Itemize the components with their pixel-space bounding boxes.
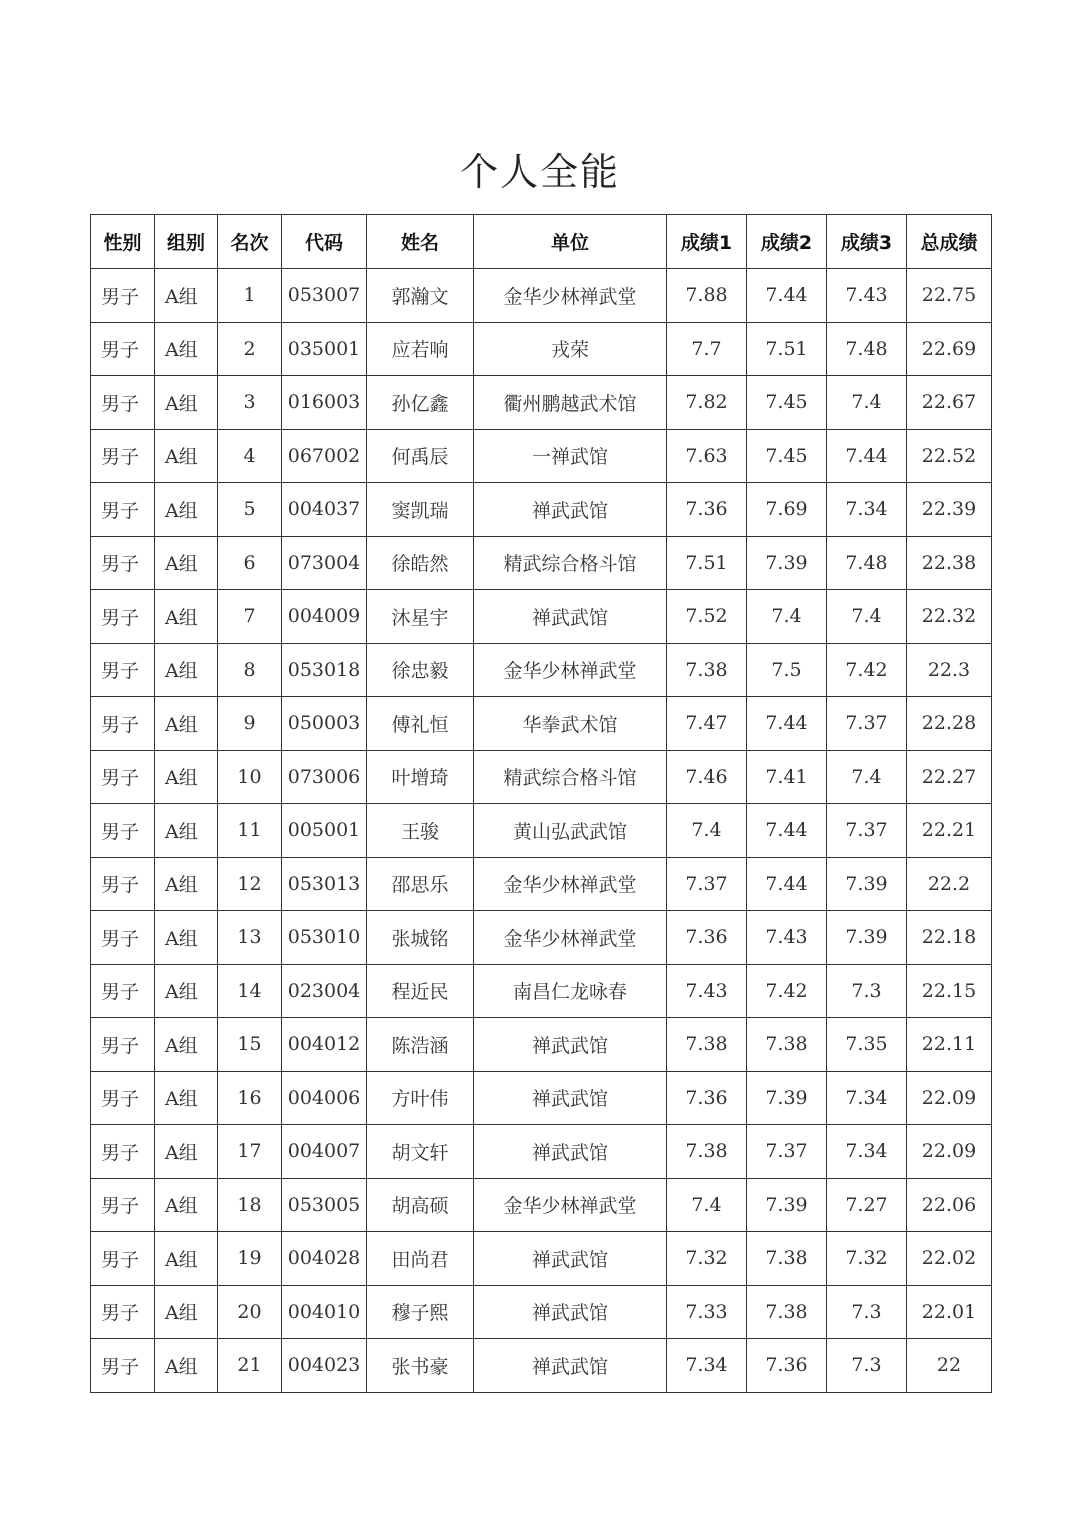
cell-total-score: 22.38 <box>907 536 992 590</box>
table-row <box>91 536 992 590</box>
cell-score-3: 7.4 <box>827 750 907 804</box>
cell-score-2: 7.41 <box>747 750 827 804</box>
cell-total-score: 22.75 <box>907 269 992 323</box>
cell-score-3: 7.32 <box>827 1232 907 1286</box>
cell-total-score: 22.67 <box>907 376 992 430</box>
cell-name: 孙亿鑫 <box>367 376 474 430</box>
cell-score-1: 7.32 <box>667 1232 747 1286</box>
cell-score-2: 7.39 <box>747 1071 827 1125</box>
cell-score-1: 7.52 <box>667 590 747 644</box>
cell-score-1: 7.51 <box>667 536 747 590</box>
cell-code: 050003 <box>282 697 367 751</box>
cell-score-3: 7.37 <box>827 697 907 751</box>
cell-score-3: 7.35 <box>827 1018 907 1072</box>
cell-rank: 7 <box>218 590 282 644</box>
cell-group: A组 <box>155 1071 218 1125</box>
cell-score-3: 7.39 <box>827 911 907 965</box>
cell-group: A组 <box>155 1339 218 1393</box>
cell-code: 067002 <box>282 429 367 483</box>
cell-gender: 男子 <box>91 376 155 430</box>
cell-score-1: 7.4 <box>667 804 747 858</box>
cell-rank: 14 <box>218 964 282 1018</box>
cell-score-2: 7.36 <box>747 1339 827 1393</box>
cell-score-3: 7.3 <box>827 1339 907 1393</box>
cell-gender: 男子 <box>91 804 155 858</box>
cell-score-2: 7.51 <box>747 322 827 376</box>
table-row <box>91 857 992 911</box>
cell-score-3: 7.37 <box>827 804 907 858</box>
cell-score-3: 7.39 <box>827 857 907 911</box>
cell-name: 陈浩涵 <box>367 1018 474 1072</box>
table-row <box>91 429 992 483</box>
cell-rank: 4 <box>218 429 282 483</box>
cell-score-3: 7.4 <box>827 590 907 644</box>
cell-name: 徐皓然 <box>367 536 474 590</box>
cell-gender: 男子 <box>91 429 155 483</box>
cell-score-1: 7.38 <box>667 643 747 697</box>
cell-unit: 精武综合格斗馆 <box>474 750 667 804</box>
cell-total-score: 22.2 <box>907 857 992 911</box>
cell-gender: 男子 <box>91 911 155 965</box>
cell-gender: 男子 <box>91 483 155 537</box>
cell-code: 023004 <box>282 964 367 1018</box>
cell-score-3: 7.3 <box>827 1285 907 1339</box>
cell-gender: 男子 <box>91 1018 155 1072</box>
cell-gender: 男子 <box>91 1285 155 1339</box>
cell-total-score: 22.09 <box>907 1071 992 1125</box>
cell-score-2: 7.44 <box>747 804 827 858</box>
cell-gender: 男子 <box>91 1232 155 1286</box>
cell-unit: 南昌仁龙咏春 <box>474 964 667 1018</box>
cell-unit: 金华少林禅武堂 <box>474 857 667 911</box>
cell-score-3: 7.27 <box>827 1178 907 1232</box>
cell-code: 035001 <box>282 322 367 376</box>
cell-gender: 男子 <box>91 964 155 1018</box>
table-row <box>91 1018 992 1072</box>
cell-name: 穆子熙 <box>367 1285 474 1339</box>
table-row <box>91 911 992 965</box>
cell-name: 徐忠毅 <box>367 643 474 697</box>
cell-unit: 禅武武馆 <box>474 590 667 644</box>
cell-score-1: 7.38 <box>667 1018 747 1072</box>
cell-score-1: 7.36 <box>667 911 747 965</box>
cell-name: 郭瀚文 <box>367 269 474 323</box>
results-table <box>90 214 992 1393</box>
cell-code: 004012 <box>282 1018 367 1072</box>
cell-score-1: 7.43 <box>667 964 747 1018</box>
cell-score-2: 7.38 <box>747 1232 827 1286</box>
table-row <box>91 269 992 323</box>
cell-group: A组 <box>155 643 218 697</box>
table-row <box>91 750 992 804</box>
cell-gender: 男子 <box>91 643 155 697</box>
cell-group: A组 <box>155 1125 218 1179</box>
cell-score-2: 7.44 <box>747 857 827 911</box>
cell-group: A组 <box>155 483 218 537</box>
cell-name: 何禹辰 <box>367 429 474 483</box>
table-row <box>91 322 992 376</box>
cell-unit: 衢州鹏越武术馆 <box>474 376 667 430</box>
cell-gender: 男子 <box>91 269 155 323</box>
cell-gender: 男子 <box>91 1125 155 1179</box>
cell-group: A组 <box>155 590 218 644</box>
cell-total-score: 22.11 <box>907 1018 992 1072</box>
cell-total-score: 22.15 <box>907 964 992 1018</box>
cell-code: 053013 <box>282 857 367 911</box>
cell-total-score: 22.52 <box>907 429 992 483</box>
cell-code: 004010 <box>282 1285 367 1339</box>
cell-unit: 禅武武馆 <box>474 1125 667 1179</box>
cell-total-score: 22.01 <box>907 1285 992 1339</box>
cell-score-3: 7.34 <box>827 483 907 537</box>
cell-group: A组 <box>155 1178 218 1232</box>
cell-score-2: 7.38 <box>747 1018 827 1072</box>
cell-score-3: 7.4 <box>827 376 907 430</box>
cell-group: A组 <box>155 911 218 965</box>
cell-score-1: 7.34 <box>667 1339 747 1393</box>
table-row <box>91 697 992 751</box>
cell-unit: 金华少林禅武堂 <box>474 1178 667 1232</box>
cell-unit: 一禅武馆 <box>474 429 667 483</box>
cell-group: A组 <box>155 750 218 804</box>
cell-name: 沐星宇 <box>367 590 474 644</box>
cell-score-2: 7.44 <box>747 697 827 751</box>
cell-score-2: 7.39 <box>747 1178 827 1232</box>
cell-score-3: 7.44 <box>827 429 907 483</box>
cell-rank: 16 <box>218 1071 282 1125</box>
cell-score-2: 7.38 <box>747 1285 827 1339</box>
cell-score-2: 7.42 <box>747 964 827 1018</box>
cell-total-score: 22.39 <box>907 483 992 537</box>
cell-score-2: 7.45 <box>747 429 827 483</box>
cell-name: 张书豪 <box>367 1339 474 1393</box>
cell-score-2: 7.4 <box>747 590 827 644</box>
cell-name: 王骏 <box>367 804 474 858</box>
cell-rank: 17 <box>218 1125 282 1179</box>
cell-name: 方叶伟 <box>367 1071 474 1125</box>
cell-name: 邵思乐 <box>367 857 474 911</box>
column-header-score-2: 成绩2 <box>747 215 827 269</box>
cell-score-1: 7.47 <box>667 697 747 751</box>
cell-code: 073004 <box>282 536 367 590</box>
cell-score-3: 7.48 <box>827 322 907 376</box>
cell-score-1: 7.82 <box>667 376 747 430</box>
cell-rank: 20 <box>218 1285 282 1339</box>
page-title: 个人全能 <box>459 150 620 194</box>
cell-score-2: 7.69 <box>747 483 827 537</box>
cell-rank: 1 <box>218 269 282 323</box>
cell-unit: 精武综合格斗馆 <box>474 536 667 590</box>
cell-total-score: 22.09 <box>907 1125 992 1179</box>
cell-score-1: 7.33 <box>667 1285 747 1339</box>
cell-unit: 禅武武馆 <box>474 1232 667 1286</box>
column-header-group: 组别 <box>155 215 218 269</box>
cell-group: A组 <box>155 269 218 323</box>
cell-code: 016003 <box>282 376 367 430</box>
cell-score-2: 7.44 <box>747 269 827 323</box>
cell-code: 004009 <box>282 590 367 644</box>
cell-unit: 戎荣 <box>474 322 667 376</box>
cell-name: 程近民 <box>367 964 474 1018</box>
cell-code: 053010 <box>282 911 367 965</box>
cell-code: 004023 <box>282 1339 367 1393</box>
cell-unit: 禅武武馆 <box>474 483 667 537</box>
column-header-code: 代码 <box>282 215 367 269</box>
cell-group: A组 <box>155 804 218 858</box>
cell-unit: 金华少林禅武堂 <box>474 269 667 323</box>
cell-total-score: 22.27 <box>907 750 992 804</box>
cell-code: 053018 <box>282 643 367 697</box>
cell-rank: 5 <box>218 483 282 537</box>
column-header-unit: 单位 <box>474 215 667 269</box>
column-header-score-1: 成绩1 <box>667 215 747 269</box>
cell-total-score: 22.06 <box>907 1178 992 1232</box>
cell-gender: 男子 <box>91 750 155 804</box>
cell-rank: 2 <box>218 322 282 376</box>
cell-code: 004007 <box>282 1125 367 1179</box>
cell-unit: 禅武武馆 <box>474 1339 667 1393</box>
cell-code: 004028 <box>282 1232 367 1286</box>
table-row <box>91 590 992 644</box>
table-row <box>91 804 992 858</box>
cell-score-3: 7.34 <box>827 1071 907 1125</box>
cell-name: 应若响 <box>367 322 474 376</box>
cell-code: 053005 <box>282 1178 367 1232</box>
cell-score-3: 7.48 <box>827 536 907 590</box>
cell-code: 004037 <box>282 483 367 537</box>
cell-score-1: 7.63 <box>667 429 747 483</box>
table-header-row <box>91 215 992 269</box>
cell-total-score: 22.69 <box>907 322 992 376</box>
cell-score-2: 7.45 <box>747 376 827 430</box>
cell-group: A组 <box>155 376 218 430</box>
cell-name: 田尚君 <box>367 1232 474 1286</box>
cell-score-1: 7.38 <box>667 1125 747 1179</box>
table-row <box>91 376 992 430</box>
column-header-score-3: 成绩3 <box>827 215 907 269</box>
cell-unit: 禅武武馆 <box>474 1071 667 1125</box>
cell-rank: 3 <box>218 376 282 430</box>
cell-code: 073006 <box>282 750 367 804</box>
cell-score-3: 7.43 <box>827 269 907 323</box>
cell-total-score: 22.02 <box>907 1232 992 1286</box>
cell-unit: 黄山弘武武馆 <box>474 804 667 858</box>
cell-gender: 男子 <box>91 590 155 644</box>
cell-rank: 21 <box>218 1339 282 1393</box>
cell-group: A组 <box>155 322 218 376</box>
cell-gender: 男子 <box>91 857 155 911</box>
cell-score-2: 7.5 <box>747 643 827 697</box>
table-row <box>91 643 992 697</box>
cell-name: 张城铭 <box>367 911 474 965</box>
cell-group: A组 <box>155 1285 218 1339</box>
cell-rank: 10 <box>218 750 282 804</box>
cell-score-2: 7.43 <box>747 911 827 965</box>
cell-code: 053007 <box>282 269 367 323</box>
cell-gender: 男子 <box>91 536 155 590</box>
cell-score-1: 7.37 <box>667 857 747 911</box>
cell-score-3: 7.3 <box>827 964 907 1018</box>
cell-name: 傅礼恒 <box>367 697 474 751</box>
cell-total-score: 22.18 <box>907 911 992 965</box>
cell-group: A组 <box>155 964 218 1018</box>
table-row <box>91 1071 992 1125</box>
cell-group: A组 <box>155 857 218 911</box>
cell-score-1: 7.7 <box>667 322 747 376</box>
cell-name: 胡文轩 <box>367 1125 474 1179</box>
cell-total-score: 22.21 <box>907 804 992 858</box>
cell-gender: 男子 <box>91 1178 155 1232</box>
cell-rank: 18 <box>218 1178 282 1232</box>
table-row <box>91 483 992 537</box>
cell-total-score: 22.32 <box>907 590 992 644</box>
cell-score-2: 7.39 <box>747 536 827 590</box>
cell-rank: 11 <box>218 804 282 858</box>
cell-group: A组 <box>155 1018 218 1072</box>
cell-score-1: 7.88 <box>667 269 747 323</box>
cell-rank: 13 <box>218 911 282 965</box>
cell-score-3: 7.42 <box>827 643 907 697</box>
table-row <box>91 1339 992 1393</box>
cell-gender: 男子 <box>91 697 155 751</box>
cell-rank: 15 <box>218 1018 282 1072</box>
cell-score-2: 7.37 <box>747 1125 827 1179</box>
cell-unit: 金华少林禅武堂 <box>474 911 667 965</box>
cell-name: 胡高硕 <box>367 1178 474 1232</box>
cell-gender: 男子 <box>91 1071 155 1125</box>
column-header-gender: 性别 <box>91 215 155 269</box>
cell-code: 005001 <box>282 804 367 858</box>
cell-total-score: 22 <box>907 1339 992 1393</box>
cell-unit: 金华少林禅武堂 <box>474 643 667 697</box>
cell-group: A组 <box>155 697 218 751</box>
cell-name: 叶增琦 <box>367 750 474 804</box>
column-header-rank: 名次 <box>218 215 282 269</box>
cell-score-1: 7.46 <box>667 750 747 804</box>
cell-rank: 19 <box>218 1232 282 1286</box>
cell-unit: 华拳武术馆 <box>474 697 667 751</box>
cell-rank: 9 <box>218 697 282 751</box>
column-header-total-score: 总成绩 <box>907 215 992 269</box>
cell-score-1: 7.36 <box>667 1071 747 1125</box>
cell-group: A组 <box>155 429 218 483</box>
cell-rank: 12 <box>218 857 282 911</box>
table-row <box>91 1232 992 1286</box>
cell-unit: 禅武武馆 <box>474 1285 667 1339</box>
cell-group: A组 <box>155 536 218 590</box>
cell-unit: 禅武武馆 <box>474 1018 667 1072</box>
cell-gender: 男子 <box>91 1339 155 1393</box>
cell-score-3: 7.34 <box>827 1125 907 1179</box>
column-header-name: 姓名 <box>367 215 474 269</box>
table-row <box>91 1178 992 1232</box>
table-row <box>91 964 992 1018</box>
cell-score-1: 7.36 <box>667 483 747 537</box>
cell-name: 窦凯瑞 <box>367 483 474 537</box>
cell-rank: 8 <box>218 643 282 697</box>
cell-gender: 男子 <box>91 322 155 376</box>
cell-total-score: 22.3 <box>907 643 992 697</box>
cell-code: 004006 <box>282 1071 367 1125</box>
table-row <box>91 1125 992 1179</box>
cell-group: A组 <box>155 1232 218 1286</box>
cell-rank: 6 <box>218 536 282 590</box>
cell-total-score: 22.28 <box>907 697 992 751</box>
table-row <box>91 1285 992 1339</box>
cell-score-1: 7.4 <box>667 1178 747 1232</box>
